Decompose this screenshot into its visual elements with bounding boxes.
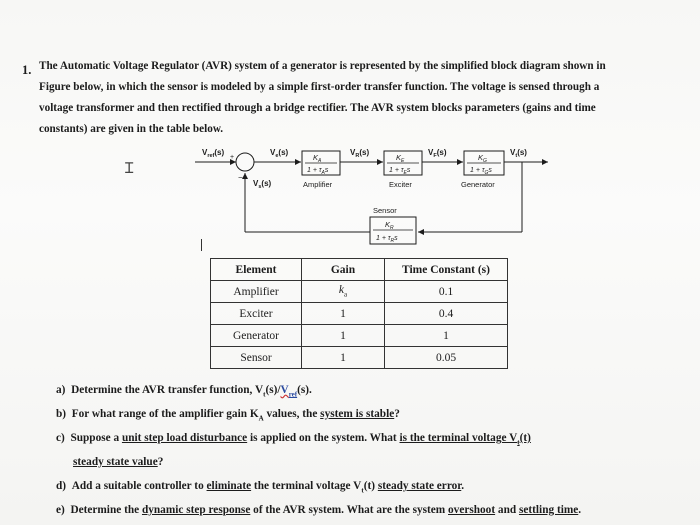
question-line: Figure below, in which the sensor is modeled by a simple first-order transfer function. The voltage is sensed through a bbox=[39, 81, 600, 93]
table-cell: Sensor bbox=[211, 347, 302, 369]
gen-denominator: $1 + \tau_Gs$ bbox=[470, 167, 492, 176]
table-cell: 0.1 bbox=[385, 281, 508, 303]
vt-label: $V_t(s)$ bbox=[510, 148, 527, 159]
column-header: Gain bbox=[302, 259, 385, 281]
subquestion-a: a) Determine the AVR transfer function, $V_t(s)/V_{ref}(s)$. bbox=[56, 384, 312, 399]
summing-junction bbox=[236, 153, 254, 171]
table-cell: 1 bbox=[302, 303, 385, 325]
question-line: constants) are given in the table below. bbox=[39, 123, 224, 135]
table-cell: Generator bbox=[211, 325, 302, 347]
subquestion-d: d) Add a suitable controller to eliminate the terminal voltage $V_t(t)$ steady state error. bbox=[56, 480, 465, 495]
table-cell: Exciter bbox=[211, 303, 302, 325]
amp-numerator: $K_A$ bbox=[313, 153, 322, 164]
sen-denominator: $1 + \tau_Rs$ bbox=[376, 235, 398, 244]
column-header: Time Constant (s) bbox=[385, 259, 508, 281]
minus-sign: − bbox=[238, 173, 243, 182]
table-cell: 0.05 bbox=[385, 347, 508, 369]
question-text bbox=[39, 56, 639, 140]
vr-label: $V_R(s)$ bbox=[350, 148, 370, 159]
table-cell: $k_a$ bbox=[302, 281, 385, 303]
table-cell: 1 bbox=[385, 325, 508, 347]
block-diagram bbox=[190, 145, 570, 250]
sensor-label: Sensor bbox=[373, 206, 397, 215]
table-cell: 0.4 bbox=[385, 303, 508, 325]
vf-label: $V_F(s)$ bbox=[428, 148, 447, 159]
amplifier-label: Amplifier bbox=[303, 180, 333, 189]
column-header: Element bbox=[211, 259, 302, 281]
sen-numerator: $K_R$ bbox=[385, 220, 394, 231]
exciter-label: Exciter bbox=[389, 180, 412, 189]
parameters-table bbox=[210, 258, 508, 369]
question-number: 1. bbox=[22, 63, 32, 77]
gen-numerator: $K_G$ bbox=[478, 153, 487, 164]
question-line: The Automatic Voltage Regulator (AVR) system of a generator is represented by the simplified block diagram shown in bbox=[39, 60, 606, 72]
table-cell: Amplifier bbox=[211, 281, 302, 303]
exc-denominator: $1 + \tau_Es$ bbox=[389, 167, 411, 176]
table-cell: 1 bbox=[302, 347, 385, 369]
exc-numerator: $K_E$ bbox=[396, 153, 405, 164]
table-header-row bbox=[211, 259, 508, 281]
subquestion-e: e) Determine the dynamic step response of the AVR system. What are the system overshoot and settling time. bbox=[56, 504, 582, 516]
table-cell: 1 bbox=[302, 325, 385, 347]
subquestion-c: c) Suppose a unit step load disturbance is applied on the system. What is the terminal voltage $V_t(t)$ bbox=[56, 432, 531, 447]
vref-label: $V_{ref}(s)$ bbox=[202, 148, 225, 159]
question-line: voltage transformer and then rectified through a bridge rectifier. The AVR system blocks parameters (gains and time bbox=[39, 102, 596, 114]
subquestion-c-continued: steady state value? bbox=[73, 456, 164, 468]
table-row bbox=[211, 347, 508, 369]
table-row bbox=[211, 303, 508, 325]
generator-label: Generator bbox=[461, 180, 495, 189]
vs-label: $V_s(s)$ bbox=[253, 179, 272, 190]
subquestion-b: b) For what range of the amplifier gain $K_A$ values, the system is stable? bbox=[56, 408, 400, 423]
table-row bbox=[211, 325, 508, 347]
amp-denominator: $1 + \tau_As$ bbox=[307, 167, 329, 176]
plus-sign: + bbox=[230, 154, 235, 161]
ve-label: $V_e(s)$ bbox=[270, 148, 289, 159]
text-cursor-icon: Ɪ bbox=[125, 159, 134, 177]
table-row bbox=[211, 281, 508, 303]
